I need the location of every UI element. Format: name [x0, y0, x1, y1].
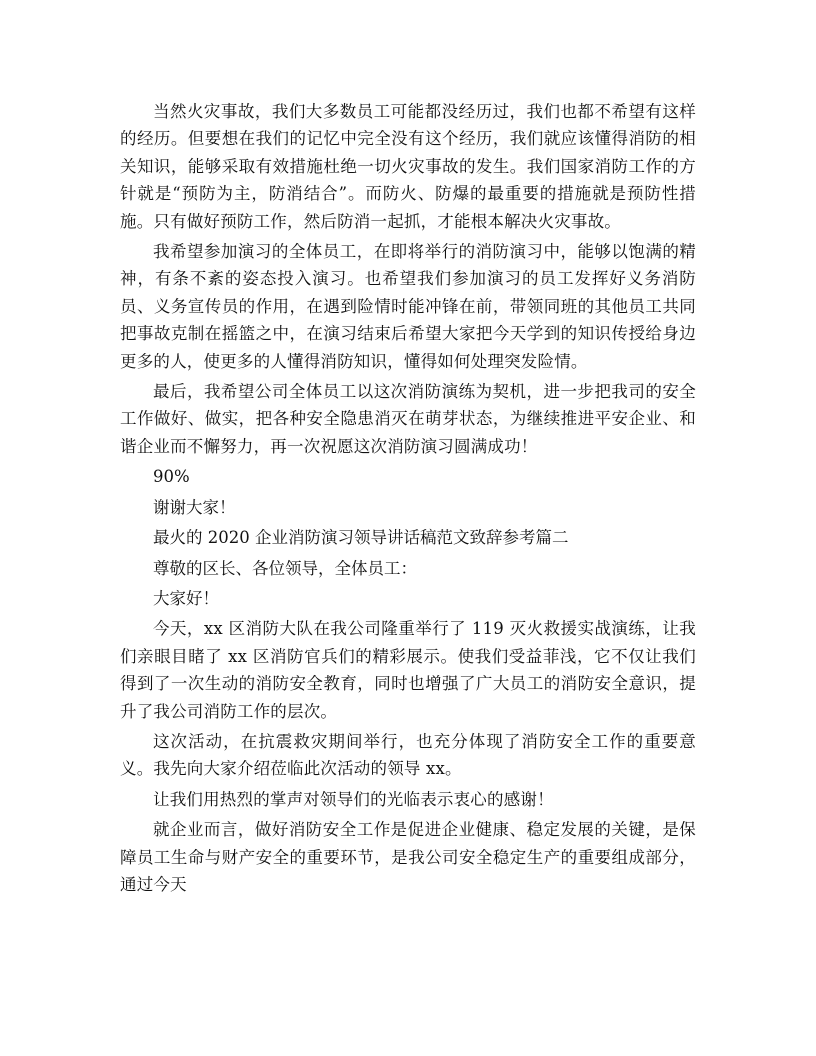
- paragraph-fire-accidents: 当然火灾事故，我们大多数员工可能都没经历过，我们也都不希望有这样的经历。但要想在我们的记忆中完全没有这个经历，我们就应该懂得消防的相关知识，能够采取有效措施杜绝一切火灾事故的发生。我们国家消防工作的方针就是“预防为主，防消结合”。而防火、防爆的最重要的措施就是预防性措施。只有做好预防工作，然后防消一起抓，才能根本解决火灾事故。: [120, 102, 696, 231]
- percent-line: 90%: [153, 467, 190, 487]
- paragraph-drill-event: 今天，xx 区消防大队在我公司隆重举行了 119 灭火救援实战演练，让我们亲眼目睹了 xx 区消防官兵们的精彩展示。使我们受益菲浅，它不仅让我们得到了一次生动的消防安全教育，同时也增强了广大员工的消防安全意识，提升了我公司消防工作的层次。: [120, 619, 696, 721]
- paragraph-enterprise-safety: 就企业而言，做好消防安全工作是促进企业健康、稳定发展的关键，是保障员工生命与财产安全的重要环节，是我公司安全稳定生产的重要组成部分，通过今天: [120, 820, 696, 894]
- paragraph-applause: 让我们用热烈的掌声对领导们的光临表示衷心的感谢！: [153, 789, 554, 809]
- paragraph-drill-participants: 我希望参加演习的全体员工，在即将举行的消防演习中，能够以饱满的精神，有条不紊的姿态投入演习。也希望我们参加演习的员工发挥好义务消防员、义务宣传员的作用，在遇到险情时能冲锋在前，带领同班的其他员工共同把事故克制在摇篮之中，在演习结束后希望大家把今天学到的知识传授给身边更多的人，使更多的人懂得消防知识，懂得如何处理突发险情。: [120, 242, 696, 371]
- salutation: 尊敬的区长、各位领导，全体员工：: [153, 558, 417, 578]
- greeting: 大家好！: [153, 588, 219, 608]
- thanks-line: 谢谢大家！: [153, 497, 236, 517]
- paragraph-closing-wishes: 最后，我希望公司全体员工以这次消防演练为契机，进一步把我司的安全工作做好、做实，把各种安全隐患消灭在萌芽状态，为继续推进平安企业、和谐企业而不懈努力，再一次祝愿这次消防演习圆满成功！: [120, 382, 696, 456]
- document-body: [120, 98, 696, 898]
- section-title: 最火的 2020 企业消防演习领导讲话稿范文致辞参考篇二: [153, 528, 569, 548]
- paragraph-activity-significance: 这次活动，在抗震救灾期间举行，也充分体现了消防安全工作的重要意义。我先向大家介绍莅临此次活动的领导 xx。: [120, 731, 696, 779]
